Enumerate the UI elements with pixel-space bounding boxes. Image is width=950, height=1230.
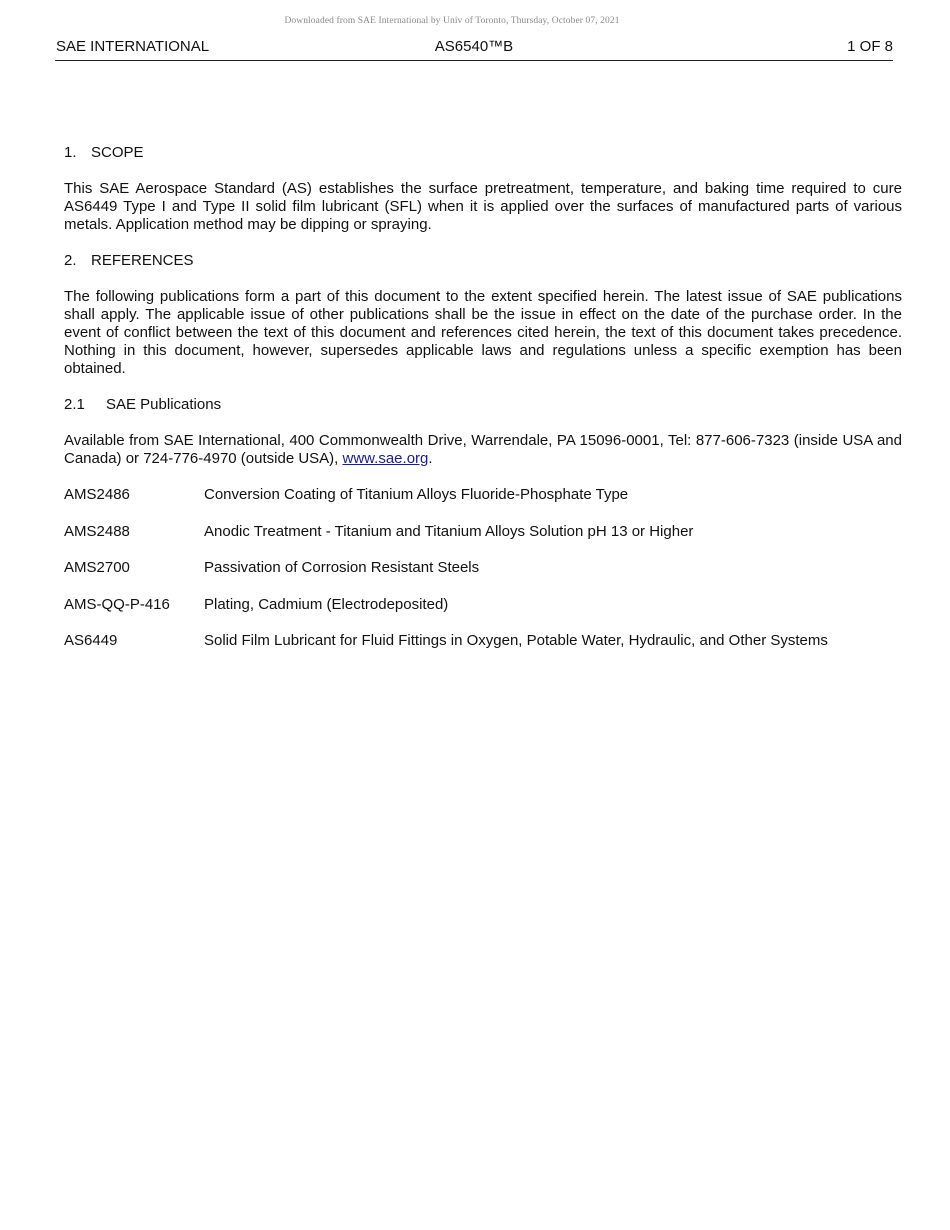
availability-text: Available from SAE International, 400 Commonwealth Drive, Warrendale, PA 15096-0001, Tel: 877-606-7323 (inside USA and Canada) or 724-776-4970 (outside USA),: [64, 432, 902, 467]
reference-item: [64, 486, 902, 504]
reference-item: [64, 559, 902, 577]
reference-list: [64, 486, 902, 650]
reference-title: Plating, Cadmium (Electrodeposited): [204, 595, 449, 613]
page-header: [55, 38, 893, 61]
section-1-heading: [64, 144, 902, 162]
reference-code: AMS2486: [64, 486, 130, 503]
reference-item: [64, 632, 902, 650]
section-2-heading: [64, 252, 902, 270]
page-indicator: 1 OF 8: [847, 38, 893, 55]
scope-paragraph: This SAE Aerospace Standard (AS) establishes the surface pretreatment, temperature, and baking time required to cure AS6449 Type I and Type II solid film lubricant (SFL) when it is applied over the surfaces of manufactured parts of various metals. Application method may be dipping or spraying.: [64, 180, 902, 233]
reference-title: Passivation of Corrosion Resistant Steels: [204, 559, 480, 576]
section-title: REFERENCES: [91, 252, 194, 269]
document-number: AS6540™B: [434, 38, 514, 55]
document-body: [64, 144, 902, 669]
section-title: SCOPE: [91, 144, 144, 161]
section-title: SAE Publications: [106, 396, 222, 413]
section-2-1-heading: [64, 396, 902, 414]
references-paragraph: The following publications form a part of this document to the extent specified herein. The latest issue of SAE publications shall apply. The applicable issue of other publications shall be the issue in effect on the date of the purchase order. In the event of conflict between the text of this document and references cited herein, the text of this document takes precedence. Nothing in this document, however, supersedes applicable laws and regulations unless a specific exemption has been obtained.: [64, 288, 902, 377]
reference-item: [64, 596, 902, 614]
reference-title: Anodic Treatment - Titanium and Titanium Alloys Solution pH 13 or Higher: [204, 522, 694, 540]
section-number: 2.1: [64, 396, 85, 413]
reference-item: [64, 523, 902, 541]
reference-code: AMS2700: [64, 559, 130, 576]
section-number: 1.: [64, 144, 77, 161]
section-number: 2.: [64, 252, 77, 269]
reference-code: AS6449: [64, 632, 118, 649]
publisher-name: SAE INTERNATIONAL: [56, 38, 210, 55]
reference-code: AMS-QQ-P-416: [64, 595, 170, 613]
sae-website-link[interactable]: www.sae.org: [342, 450, 429, 467]
reference-code: AMS2488: [64, 522, 130, 540]
sae-publications-paragraph: [64, 432, 902, 468]
period: .: [428, 450, 433, 467]
reference-title: Solid Film Lubricant for Fluid Fittings in Oxygen, Potable Water, Hydraulic, and Other Systems: [204, 632, 828, 649]
download-watermark: Downloaded from SAE International by Univ of Toronto, Thursday, October 07, 2021: [284, 16, 620, 26]
reference-title: Conversion Coating of Titanium Alloys Fluoride-Phosphate Type: [204, 486, 629, 503]
